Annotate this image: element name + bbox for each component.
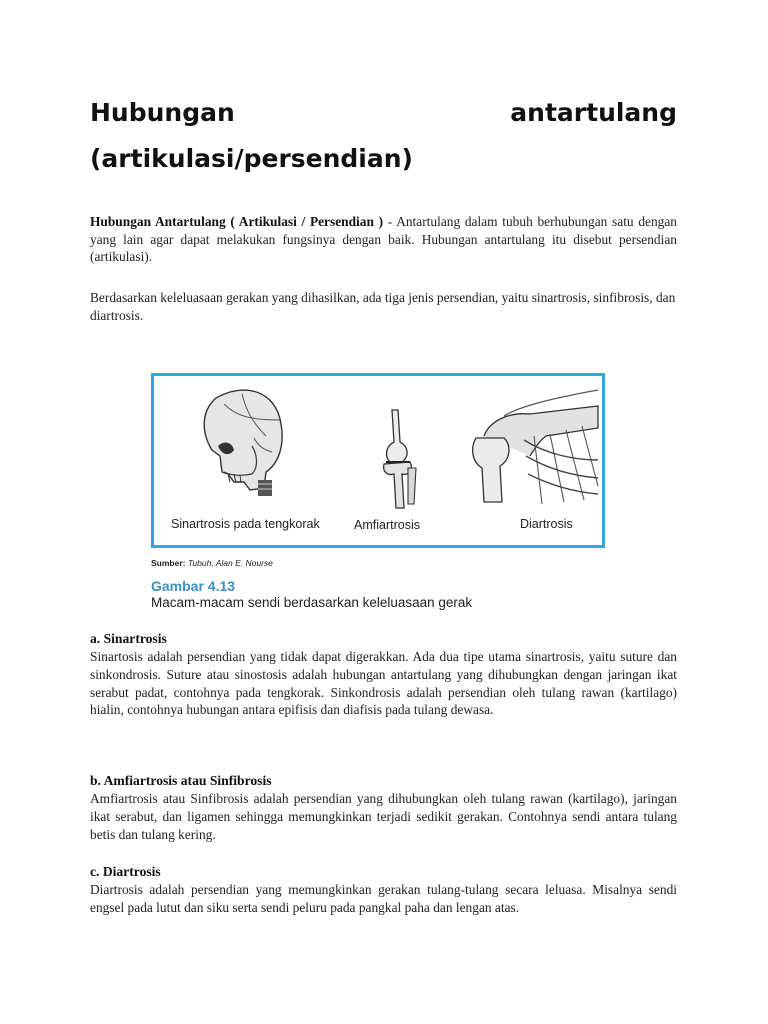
section-body: Amfiartrosis atau Sinfibrosis adalah persendian yang dihubungkan oleh tulang rawan (kartilago), jaringan ikat serabut, dan ligamen sehingga memungkinkan terjadi sedikit gerakan. Contohnya sendi antara tulang betis dan tulang kering. <box>90 791 677 842</box>
section-heading: a. Sinartrosis <box>90 631 167 646</box>
figure-number: Gambar 4.13 <box>151 578 236 594</box>
knee-illustration <box>384 410 416 508</box>
section-heading: b. Amfiartrosis atau Sinfibrosis <box>90 773 272 788</box>
classification-paragraph: Berdasarkan keleluasaan gerakan yang dihasilkan, ada tiga jenis persendian, yaitu sinartrosis, sinfibrosis, dan diartrosis. <box>90 290 676 323</box>
figure-title: Macam-macam sendi berdasarkan keleluasaan gerak <box>151 595 473 610</box>
section-diartrosis <box>90 863 677 917</box>
section-body: Sinartosis adalah persendian yang tidak dapat digerakkan. Ada dua tipe utama sinartrosis, yaitu suture dan sinkondrosis. Suture atau sinostosis adalah hubungan antartulang yang dihubungkan dengan jaringan ikat serabut padat, contohnya pada tengkorak. Sinkondrosis adalah persendian oleh tulang rawan (kartilago) hialin, contohnya hubungan antara epifisis dan diafisis pada tulang dewasa. <box>90 649 677 718</box>
skull-illustration <box>204 390 282 496</box>
caption-diartrosis: Diartrosis <box>520 517 573 531</box>
caption-sinartrosis: Sinartrosis pada tengkorak <box>171 517 320 531</box>
source-label: Sumber: <box>151 558 186 568</box>
caption-amfiartrosis: Amfiartrosis <box>354 518 420 532</box>
title-word-2: antartulang <box>510 98 677 127</box>
page-title <box>90 90 677 182</box>
source-text: Tubuh, Alan E. Nourse <box>187 558 273 568</box>
joint-types-figure <box>151 373 605 548</box>
section-body: Diartrosis adalah persendian yang memungkinkan gerakan tulang-tulang secara leluasa. Misalnya sendi engsel pada lutut dan siku serta sendi peluru pada pangkal paha dan lengan atas. <box>90 882 677 915</box>
intro-paragraph <box>90 213 677 266</box>
intro-text: - Antartulang dalam tubuh berhubungan satu dengan yang lain agar dapat melakukan fungsinya dengan baik. Hubungan antartulang itu disebut persendian (artikulasi). <box>90 214 677 264</box>
figure-source <box>151 558 273 568</box>
section-sinartrosis <box>90 630 677 719</box>
title-line-2: (artikulasi/persendian) <box>90 144 413 173</box>
intro-bold: Hubungan Antartulang ( Artikulasi / Persendian ) <box>90 214 384 229</box>
section-amfiartrosis <box>90 772 677 843</box>
shoulder-illustration <box>473 390 598 504</box>
section-heading: c. Diartrosis <box>90 864 161 879</box>
title-word-1: Hubungan <box>90 98 235 127</box>
